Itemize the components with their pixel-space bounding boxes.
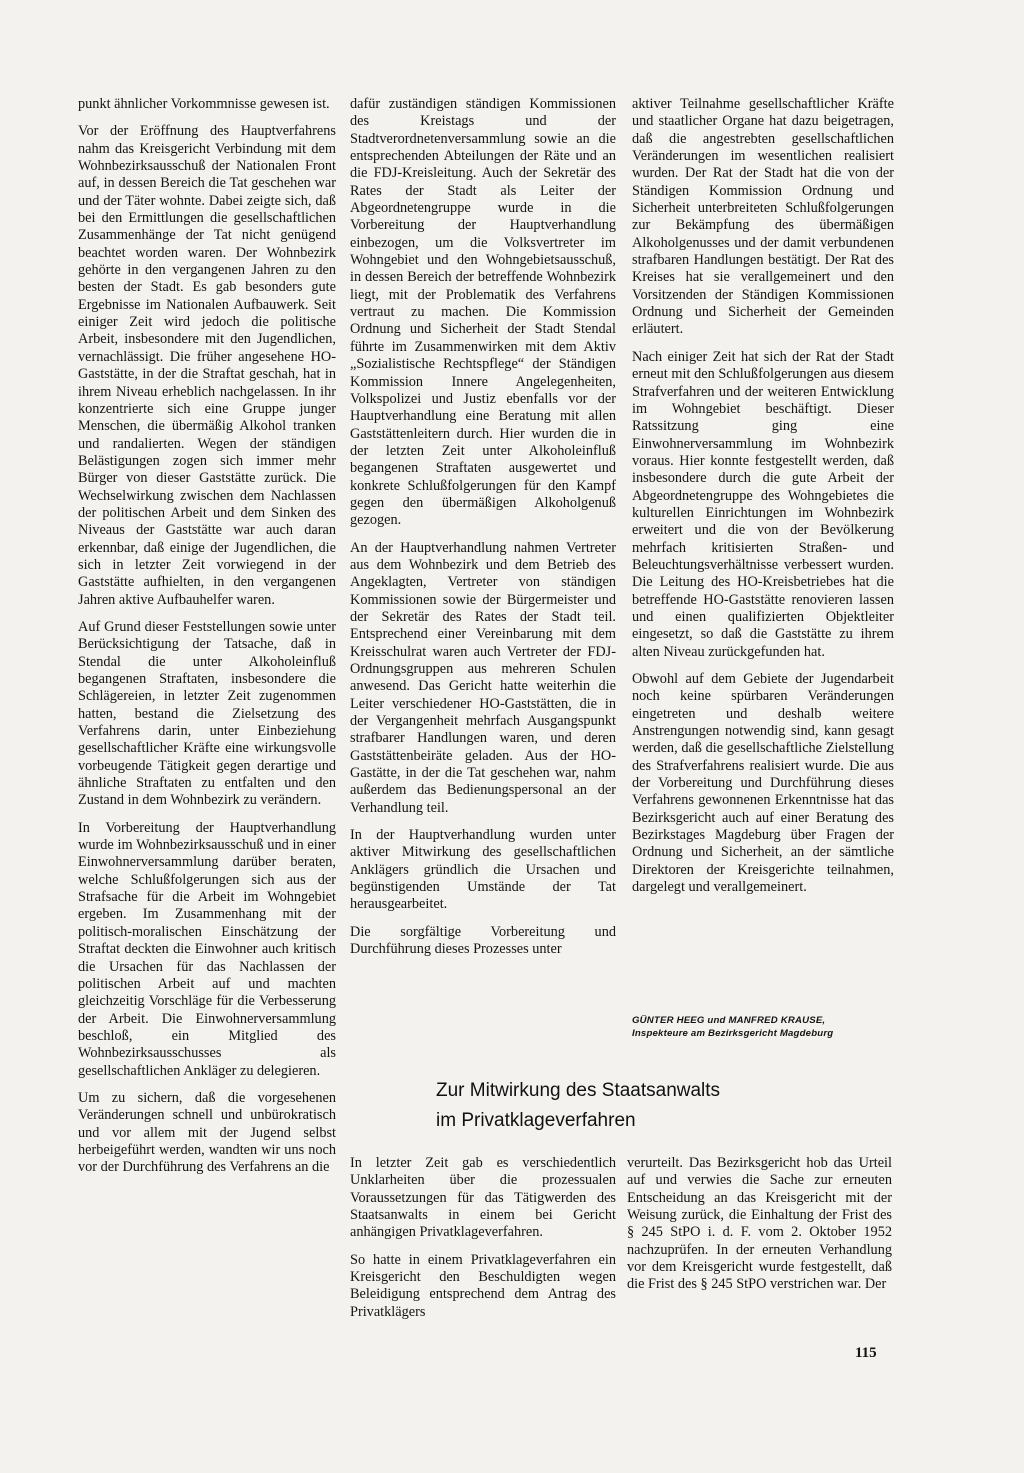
- paragraph: aktiver Teilnahme gesellschaftlicher Kräfte und staatlicher Organe hat dazu beigetragen, daß die angestrebten gesellschaftlichen Veränderungen im wesentlichen realisiert wurden. Der Rat der Stadt hat die von der Ständigen Kommission Ordnung und Sicherheit unterbreiteten Schlußfolgerungen zur Bekämpfung des übermäßigen Alkoholgenusses und der damit verbundenen strafbaren Handlungen bestätigt. Der Rat des Kreises hat sie verallgemeinert und den Vorsitzenden der Ständigen Kommissionen Ordnung und Sicherheit der Gemeinden erläutert.: [632, 96, 894, 338]
- signature-authors: GÜNTER HEEG und MANFRED KRAUSE,: [632, 1015, 826, 1026]
- author-signature: [632, 1014, 897, 1040]
- paragraph: An der Hauptverhandlung nahmen Vertreter aus dem Wohnbezirk und dem Betrieb des Angeklagten, Vertreter von ständigen Kommissionen sowie der Bürgermeister und der Sekretär des Rates der Stadt teil. Entsprechend einer Vereinbarung mit dem Kreisschulrat waren auch Vertreter der FDJ-Ordnungsgruppen aus mehreren Schulen anwesend. Das Gericht hatte weiterhin die Leiter verschiedener HO-Gaststätten, die in der Vergangenheit mehrfach Ausgangspunkt strafbarer Handlungen waren, und deren Gaststättenbeiräte geladen. Aus der HO-Gastätte, in der die Tat geschehen war, nahm außerdem das Bedienungspersonal an der Verhandlung teil.: [350, 539, 616, 816]
- paragraph: Vor der Eröffnung des Hauptverfahrens nahm das Kreisgericht Verbindung mit dem Wohnbezirksausschuß der Nationalen Front auf, in dessen Bereich die Tat geschehen war und der Täter wohnte. Dabei zeigte sich, daß bei den Ermittlungen die gesellschaftlichen Zusammenhänge der Tat nicht genügend beachtet worden waren. Der Wohnbezirk gehörte in den vergangenen Jahren zu den besten der Stadt. Es gab besonders gute Ergebnisse im Nationalen Aufbauwerk. Seit einiger Zeit wird jedoch die politische Arbeit, insbesondere mit den Jugendlichen, vernachlässigt. Die früher angesehene HO-Gaststätte, in der die Straftat geschah, hat in ihrem Niveau erheblich nachgelassen. In ihr konzentrierte sich eine Gruppe junger Menschen, die übermäßig Alkohol tranken und randalierten. Wegen der ständigen Belästigungen zogen sich immer mehr Bürger von dieser Gaststätte zurück. Die Wechselwirkung zwischen dem Nachlassen der politischen Arbeit und dem Sinken des Niveaus der Gaststätte war auch daran erkennbar, daß einige der Jugendlichen, die sich in letzter Zeit vorwiegend in der Gaststätte aufhielten, in den vergangenen Jahren aktive Aufbauhelfer waren.: [78, 123, 336, 608]
- paragraph: Um zu sichern, daß die vorgesehenen Veränderungen schnell und unbürokratisch und vor allem mit der Jugend selbst herbeigeführt werden, wandten wir uns noch vor der Durchführung des Verfahrens an die: [78, 1089, 336, 1176]
- paragraph: punkt ähnlicher Vorkommnisse gewesen ist.: [78, 96, 330, 112]
- paragraph: Die sorgfältige Vorbereitung und Durchführung dieses Prozesses unter: [350, 923, 616, 958]
- paragraph: verurteilt. Das Bezirksgericht hob das Urteil auf und verwies die Sache zur erneuten Entscheidung an das Kreisgericht mit der Weisung zurück, die Einhaltung der Frist des § 245 StPO i. d. F. vom 2. Oktober 1952 nachzuprüfen. In der erneuten Verhandlung vor dem Kreisgericht wurde festgestellt, daß die Frist des § 245 StPO verstrichen war. Der: [627, 1155, 892, 1293]
- paragraph: Obwohl auf dem Gebiete der Jugendarbeit noch keine spürbaren Veränderungen eingetreten und deshalb weitere Anstrengungen notwendig sind, kann gesagt werden, daß die gesellschaftliche Zielstellung des Strafverfahrens realisiert wurde. Die aus der Vorbereitung und Durchführung dieses Verfahrens gewonnenen Erkenntnisse hat das Bezirksgericht auch auf einer Beratung des Bezirkstages Magdeburg über Fragen der Ordnung und Sicherheit, an der sämtliche Direktoren der Kreisgerichte teilnahmen, dargelegt und verallgemeinert.: [632, 671, 894, 896]
- heading-line-2: im Privatklageverfahren: [436, 1110, 636, 1131]
- signature-position: Inspekteure am Bezirksgericht Magdeburg: [632, 1028, 834, 1039]
- paragraph: In letzter Zeit gab es verschiedentlich Unklarheiten über die prozessualen Voraussetzungen für das Tätigwerden des Staatsanwalts in einem bei Gericht anhängigen Privatklageverfahren.: [350, 1155, 616, 1241]
- paragraph: Auf Grund dieser Feststellungen sowie unter Berücksichtigung der Tatsache, daß in Stendal die unter Alkoholeinfluß begangenen Straftaten, insbesondere die Schlägereien, in letzter Zeit zugenommen hatten, bestand die Zielsetzung des Verfahrens darin, unter Einbeziehung gesellschaftlicher Kräfte eine wirkungsvolle vorbeugende Tätigkeit gegen derartige und ähnliche Straftaten zu entfalten und den Zustand in dem Wohnbezirk zu verändern.: [78, 618, 336, 809]
- heading-line-1: Zur Mitwirkung des Staatsanwalts: [436, 1080, 721, 1101]
- paragraph: Nach einiger Zeit hat sich der Rat der Stadt erneut mit den Schlußfolgerungen aus diesem Strafverfahren und der weiteren Entwicklung im Wohngebiet beschäftigt. Dieser Ratssitzung ging eine Einwohnerversammlung im Wohnbezirk voraus. Hier konnte festgestellt werden, daß insbesondere durch die gute Arbeit der Abgeordnetengruppe des Wohngebietes die kulturellen Einrichtungen im Wohnbezirk erweitert und die von der Bevölkerung mehrfach kritisierten Straßen- und Beleuchtungsverhältnisse verbessert wurden. Die Leitung des HO-Kreisbetriebes hat die betreffende HO-Gaststätte renovieren lassen und einen qualifizierten Objektleiter eingesetzt, so daß die Gaststätte zu ihrem alten Niveau zurückgefunden hat.: [632, 348, 894, 660]
- paragraph: So hatte in einem Privatklageverfahren ein Kreisgericht den Beschuldigten wegen Beleidigung entsprechend dem Antrag des Privatklägers: [350, 1251, 616, 1320]
- paragraph: dafür zuständigen ständigen Kommissionen des Kreistags und der Stadtverordnetenversammlung sowie an die entsprechenden Abteilungen der Räte und an die FDJ-Kreisleitung. Auch der Sekretär des Rates der Stadt als Leiter der Abgeordnetengruppe wurde in die Vorbereitung der Hauptverhandlung einbezogen, um die Volksvertreter im Wohngebiet und den Wohngebietsausschuß, in dessen Bereich der betreffende Wohnbezirk liegt, mit der Problematik des Verfahrens vertraut zu machen. Die Kommission Ordnung und Sicherheit der Stadt Stendal führte im Zusammenwirken mit dem Aktiv „Sozialistische Rechtspflege“ der Ständigen Kommission Innere Angelegenheiten, Volkspolizei und Justiz ebenfalls vor der Hauptverhandlung eine Beratung mit allen Gaststättenleitern durch. Hier wurden die in der letzten Zeit unter Alkoholeinfluß begangenen Straftaten ausgewertet und konkrete Schlußfolgerungen für den Kampf gegen den übermäßigen Alkoholgenuß gezogen.: [350, 96, 616, 529]
- article-column-5: [627, 1155, 892, 1294]
- paragraph: In Vorbereitung der Hauptverhandlung wurde im Wohnbezirksausschuß und in einer Einwohnerversammlung darüber beraten, welche Schlußfolgerungen sich aus der Strafsache für die Arbeit im Wohngebiet ergeben. Im Zusammenhang mit der politisch-moralischen Einschätzung der Straftat deckten die Einwohner auch kritisch die Ursachen für das Nachlassen der politischen Arbeit auf und machten gleichzeitig Vorschläge für die Verbesserung der Arbeit. Die Einwohnerversammlung beschloß, ein Mitglied des Wohnbezirksausschusses als gesellschaftlichen Ankläger zu delegieren.: [78, 819, 336, 1079]
- article-column-3: [632, 96, 894, 896]
- article-column-1: [78, 96, 336, 1177]
- paragraph: In der Hauptverhandlung wurden unter aktiver Mitwirkung des gesellschaftlichen Anklägers gründlich die Ursachen und begünstigenden Umstände der Tat herausgearbeitet.: [350, 827, 616, 913]
- article-column-4: [350, 1155, 616, 1321]
- section-heading: [436, 1076, 856, 1136]
- page-number: 115: [855, 1345, 877, 1361]
- article-column-2: [350, 96, 616, 959]
